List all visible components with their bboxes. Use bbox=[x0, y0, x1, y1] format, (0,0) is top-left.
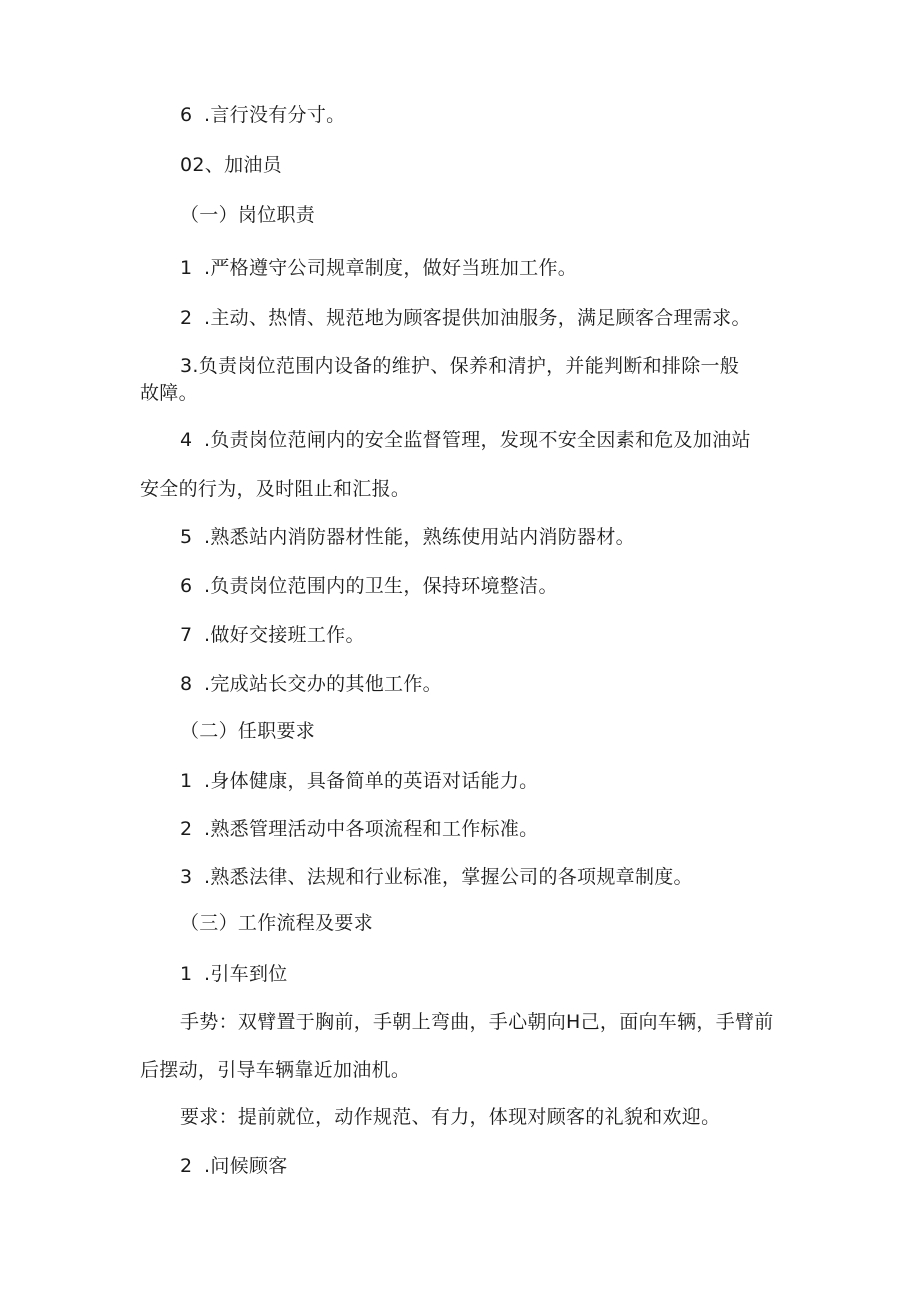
list-item bbox=[180, 306, 751, 330]
item-number: 2 bbox=[180, 818, 193, 840]
list-item bbox=[180, 256, 577, 280]
item-number: 6 bbox=[180, 104, 193, 126]
item-number: 5 bbox=[180, 526, 193, 548]
item-number: 1 bbox=[180, 963, 193, 985]
list-item bbox=[180, 1154, 288, 1178]
subsection-heading bbox=[180, 911, 373, 935]
subsection-title: （二）任职要求 bbox=[180, 720, 316, 742]
list-item-continuation bbox=[140, 381, 198, 405]
item-number: 6 bbox=[180, 575, 193, 597]
list-item bbox=[180, 623, 365, 647]
item-text: 故障。 bbox=[140, 382, 198, 404]
item-text: .言行没有分寸。 bbox=[204, 104, 346, 126]
item-text: .熟悉法律、法规和行业标准，掌握公司的各项规章制度。 bbox=[204, 866, 693, 888]
item-number: 3 bbox=[180, 866, 193, 888]
item-text: .负责岗位范闸内的安全监督管理，发现不安全因素和危及加油站 bbox=[204, 429, 751, 451]
paragraph-text: 后摆动，引导车辆靠近加油机。 bbox=[140, 1059, 411, 1081]
paragraph-text: 要求：提前就位，动作规范、有力，体现对顾客的礼貌和欢迎。 bbox=[180, 1106, 721, 1128]
item-number: 7 bbox=[180, 624, 193, 646]
subsection-title: （一）岗位职责 bbox=[180, 204, 316, 226]
item-number: 1 bbox=[180, 770, 193, 792]
section-title: 02、加油员 bbox=[180, 154, 282, 176]
item-text: .完成站长交办的其他工作。 bbox=[204, 673, 442, 695]
item-text: .主动、热情、规范地为顾客提供加油服务，满足顾客合理需求。 bbox=[204, 307, 751, 329]
list-item bbox=[180, 672, 442, 696]
item-number: 2 bbox=[180, 307, 193, 329]
list-item bbox=[180, 962, 288, 986]
item-text: .熟悉站内消防器材性能，熟练使用站内消防器材。 bbox=[204, 526, 635, 548]
item-number: 8 bbox=[180, 673, 193, 695]
section-heading bbox=[180, 153, 282, 177]
item-number: 2 bbox=[180, 1155, 193, 1177]
paragraph-continuation bbox=[140, 1058, 410, 1082]
item-text: 3.负责岗位范围内设备的维护、保养和清护，并能判断和排除一般 bbox=[180, 355, 740, 377]
list-item bbox=[180, 574, 558, 598]
subsection-heading bbox=[180, 203, 315, 227]
paragraph-text: 手势：双臂置于胸前，手朝上弯曲，手心朝向H己，面向车辆，手臂前 bbox=[180, 1011, 774, 1033]
list-item bbox=[180, 525, 635, 549]
item-text: .引车到位 bbox=[204, 963, 288, 985]
item-text: 安全的行为，及时阻止和汇报。 bbox=[140, 478, 411, 500]
list-item bbox=[180, 103, 345, 127]
list-item-continuation bbox=[140, 477, 410, 501]
item-text: .问候顾客 bbox=[204, 1155, 288, 1177]
item-text: .做好交接班工作。 bbox=[204, 624, 365, 646]
list-item bbox=[180, 769, 538, 793]
list-item bbox=[180, 865, 693, 889]
item-text: .熟悉管理活动中各项流程和工作标准。 bbox=[204, 818, 539, 840]
list-item bbox=[180, 354, 739, 378]
subsection-title: （三）工作流程及要求 bbox=[180, 912, 374, 934]
paragraph bbox=[180, 1105, 720, 1129]
paragraph bbox=[180, 1010, 774, 1034]
item-text: .严格遵守公司规章制度，做好当班加工作。 bbox=[204, 257, 578, 279]
item-text: .负责岗位范围内的卫生，保持环境整洁。 bbox=[204, 575, 558, 597]
subsection-heading bbox=[180, 719, 315, 743]
list-item bbox=[180, 428, 751, 452]
list-item bbox=[180, 817, 538, 841]
item-text: .身体健康，具备简单的英语对话能力。 bbox=[204, 770, 539, 792]
item-number: 4 bbox=[180, 429, 193, 451]
item-number: 1 bbox=[180, 257, 193, 279]
